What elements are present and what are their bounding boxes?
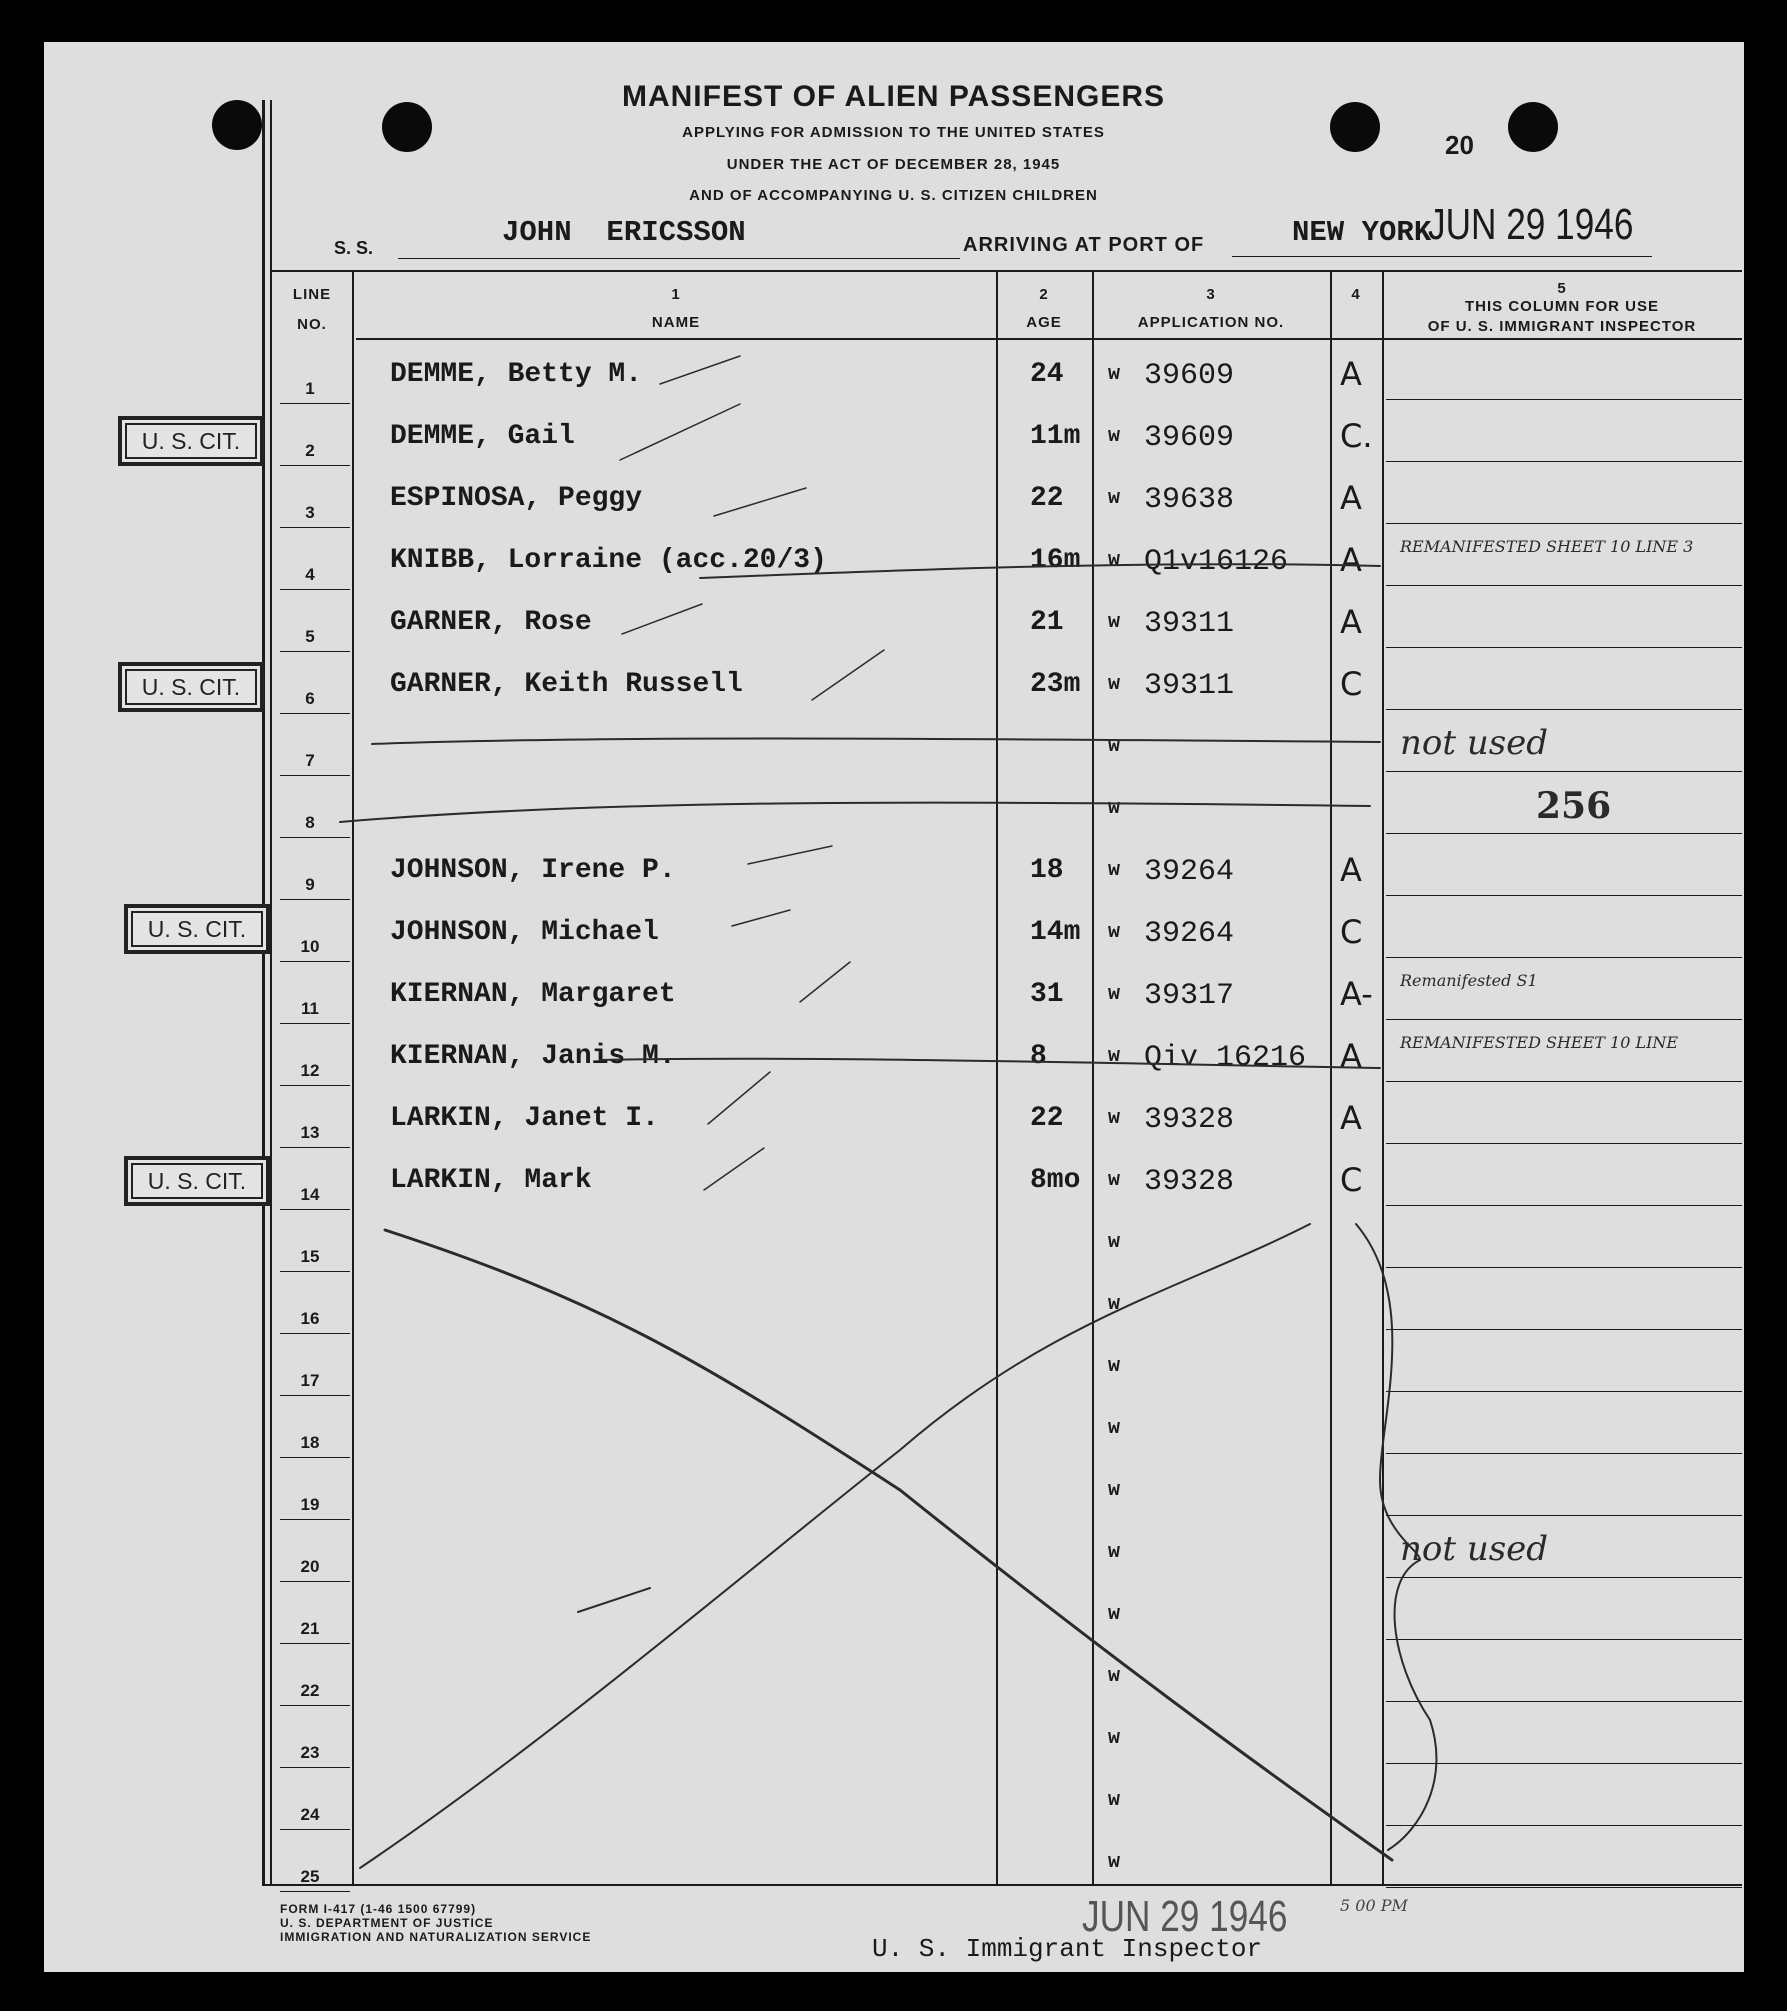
col-age-number: 2: [1039, 286, 1049, 303]
col-app-header: APPLICATION NO.: [1137, 314, 1285, 331]
application-number: 39264: [1144, 917, 1235, 951]
col4-code: C: [1340, 1161, 1363, 1199]
w-mark: w: [1108, 735, 1121, 758]
strike-line-8: [340, 803, 1370, 822]
form-footer-line2: U. S. DEPARTMENT OF JUSTICE: [280, 1916, 494, 1930]
line-number: 11: [301, 999, 319, 1018]
cross-diagonal-2: [360, 1224, 1310, 1868]
passenger-age: 22: [1030, 483, 1064, 514]
passenger-age: 24: [1030, 359, 1064, 390]
application-number: Qiv 16216: [1144, 1041, 1307, 1075]
col4-code: A: [1340, 1099, 1362, 1137]
checkmark-tick: [732, 910, 790, 926]
checkmark-tick: [812, 650, 884, 700]
passenger-name: GARNER, Keith Russell: [390, 669, 743, 700]
cross-diagonal-1: [385, 1230, 1392, 1860]
w-mark: w: [1108, 673, 1121, 696]
line-number: 19: [300, 1495, 320, 1514]
form-subtitle-3: AND OF ACCOMPANYING U. S. CITIZEN CHILDREN: [689, 187, 1098, 204]
line-number: 16: [300, 1309, 320, 1328]
passenger-age: 21: [1030, 607, 1064, 638]
application-number: 39328: [1144, 1165, 1235, 1199]
w-mark: w: [1108, 425, 1121, 448]
w-mark: w: [1108, 1045, 1121, 1068]
application-number: 39317: [1144, 979, 1235, 1013]
form-subtitle-2: UNDER THE ACT OF DECEMBER 28, 1945: [726, 156, 1061, 173]
passenger-name: LARKIN, Janet I.: [390, 1103, 659, 1134]
passenger-age: 16m: [1030, 545, 1081, 576]
inspector-note: not used: [1400, 723, 1549, 763]
inspector-note: Remanifested S1: [1400, 971, 1538, 990]
w-mark: w: [1108, 1107, 1121, 1130]
passenger-name: KIERNAN, Janis M.: [390, 1041, 676, 1072]
us-cit-stamp: U. S. CIT.: [118, 662, 264, 712]
checkmark-tick: [708, 1072, 770, 1124]
col5-number: 5: [1557, 280, 1567, 297]
col4-number: 4: [1351, 286, 1361, 303]
line-number: 9: [305, 875, 315, 894]
line-number: 20: [300, 1557, 320, 1576]
w-mark: w: [1108, 1603, 1121, 1626]
application-number: 39609: [1144, 421, 1235, 455]
col-age-header: AGE: [1026, 314, 1062, 331]
us-cit-stamp: U. S. CIT.: [124, 904, 270, 954]
w-mark: w: [1108, 363, 1121, 386]
form-subtitle-1: APPLYING FOR ADMISSION TO THE UNITED STATES: [682, 124, 1105, 141]
w-mark: w: [1108, 1355, 1121, 1378]
curly-brace: [1356, 1224, 1436, 1850]
w-mark: w: [1108, 1169, 1121, 1192]
line-number: 1: [305, 379, 315, 398]
w-mark: w: [1108, 983, 1121, 1006]
line-number: 13: [300, 1123, 320, 1142]
application-number: 39328: [1144, 1103, 1235, 1137]
passenger-name: JOHNSON, Irene P.: [390, 855, 676, 886]
line-number: 5: [305, 627, 315, 646]
time-note: 5 00 PM: [1340, 1896, 1408, 1915]
col4-code: A: [1340, 355, 1362, 393]
line-number: 22: [300, 1681, 320, 1700]
checkmark-tick: [748, 846, 832, 864]
col4-code: A-: [1340, 975, 1373, 1013]
signature-date: JUN 29 1946: [1082, 1892, 1288, 1941]
us-cit-stamp: U. S. CIT.: [118, 416, 264, 466]
line-number: 15: [300, 1247, 320, 1266]
inspector-note: REMANIFESTED SHEET 10 LINE: [1400, 1033, 1679, 1052]
passenger-age: 18: [1030, 855, 1064, 886]
application-number: 39609: [1144, 359, 1235, 393]
inspector-note: REMANIFESTED SHEET 10 LINE 3: [1400, 537, 1694, 556]
w-mark: w: [1108, 921, 1121, 944]
passenger-name: ESPINOSA, Peggy: [390, 483, 643, 514]
col-name-number: 1: [671, 286, 681, 303]
col4-code: C: [1340, 665, 1363, 703]
passenger-age: 8: [1030, 1041, 1047, 1072]
strike-line-7: [372, 739, 1380, 745]
form-footer-line1: FORM I-417 (1-46 1500 67799): [280, 1902, 477, 1916]
passenger-name: LARKIN, Mark: [390, 1165, 592, 1196]
w-mark: w: [1108, 1789, 1121, 1812]
line-number: 25: [300, 1867, 320, 1886]
passenger-name: KIERNAN, Margaret: [390, 979, 676, 1010]
strike-line-4: [700, 564, 1380, 578]
col4-code: C: [1340, 913, 1363, 951]
ship-name: JOHN ERICSSON: [502, 216, 746, 249]
w-mark: w: [1108, 1851, 1121, 1874]
col5-header-top: THIS COLUMN FOR USE: [1465, 298, 1659, 315]
line-number: 14: [300, 1185, 320, 1204]
w-mark: w: [1108, 1727, 1121, 1750]
col-line-header-bottom: NO.: [297, 316, 327, 333]
line-number: 17: [300, 1371, 320, 1390]
w-mark: w: [1108, 549, 1121, 572]
passenger-age: 14m: [1030, 917, 1081, 948]
line-number: 23: [300, 1743, 320, 1762]
w-mark: w: [1108, 1231, 1121, 1254]
strike-line-12: [600, 1059, 1380, 1068]
w-mark: w: [1108, 1417, 1121, 1440]
w-mark: w: [1108, 797, 1121, 820]
w-mark: w: [1108, 1479, 1121, 1502]
w-mark: w: [1108, 487, 1121, 510]
passenger-name: KNIBB, Lorraine (acc.20/3): [390, 545, 827, 576]
line-number: 6: [305, 689, 315, 708]
checkmark-tick: [660, 356, 740, 384]
port-label: ARRIVING AT PORT OF: [963, 234, 1205, 256]
application-number: 39264: [1144, 855, 1235, 889]
checkmark-tick: [714, 488, 806, 516]
w-mark: w: [1108, 1665, 1121, 1688]
inspector-note: 256: [1536, 785, 1612, 827]
port-name: NEW YORK: [1292, 216, 1432, 249]
checkmark-tick: [800, 962, 850, 1002]
col-name-header: NAME: [651, 314, 701, 331]
passenger-name: DEMME, Betty M.: [390, 359, 643, 390]
us-cit-stamp: U. S. CIT.: [124, 1156, 270, 1206]
line-number: 2: [305, 441, 315, 460]
line-number: 7: [305, 751, 315, 770]
application-number: 39638: [1144, 483, 1235, 517]
col4-code: A: [1340, 1037, 1362, 1075]
checkmark-tick: [622, 604, 702, 634]
line-number: 4: [305, 565, 315, 584]
dash-mark: [578, 1588, 650, 1612]
col4-code: A: [1340, 479, 1362, 517]
arrival-date-stamp: JUN 29 1946: [1428, 200, 1634, 249]
col4-code: A: [1340, 851, 1362, 889]
line-number: 21: [300, 1619, 320, 1638]
col-line-header-top: LINE: [292, 286, 332, 303]
passenger-age: 11m: [1030, 421, 1081, 452]
passenger-age: 8mo: [1030, 1165, 1081, 1196]
line-number: 12: [300, 1061, 320, 1080]
passenger-age: 23m: [1030, 669, 1081, 700]
passenger-name: JOHNSON, Michael: [390, 917, 659, 948]
passenger-age: 31: [1030, 979, 1064, 1010]
w-mark: w: [1108, 1541, 1121, 1564]
passenger-name: DEMME, Gail: [390, 421, 575, 452]
line-number: 10: [300, 937, 320, 956]
w-mark: w: [1108, 859, 1121, 882]
form-title: MANIFEST OF ALIEN PASSENGERS: [621, 80, 1166, 113]
w-mark: w: [1108, 1293, 1121, 1316]
checkmark-tick: [620, 404, 740, 460]
form-footer-line3: IMMIGRATION AND NATURALIZATION SERVICE: [280, 1930, 592, 1944]
col4-code: A: [1340, 603, 1362, 641]
passenger-name: GARNER, Rose: [390, 607, 592, 638]
col4-code: C.: [1340, 417, 1373, 455]
application-number: Q1v16126: [1144, 545, 1289, 579]
sheet-number: 20: [1445, 130, 1474, 160]
passenger-age: 22: [1030, 1103, 1064, 1134]
application-number: 39311: [1144, 669, 1235, 703]
w-mark: w: [1108, 611, 1121, 634]
application-number: 39311: [1144, 607, 1235, 641]
col4-code: A: [1340, 541, 1362, 579]
inspector-note: not used: [1400, 1529, 1549, 1569]
line-number: 3: [305, 503, 315, 522]
line-number: 8: [305, 813, 315, 832]
ss-label: S. S.: [334, 238, 374, 258]
inspector-label: U. S. Immigrant Inspector: [872, 1934, 1263, 1964]
line-number: 18: [300, 1433, 320, 1452]
col5-header-bottom: OF U. S. IMMIGRANT INSPECTOR: [1427, 318, 1697, 335]
line-number: 24: [300, 1805, 320, 1824]
col-app-number: 3: [1206, 286, 1216, 303]
checkmark-tick: [704, 1148, 764, 1190]
